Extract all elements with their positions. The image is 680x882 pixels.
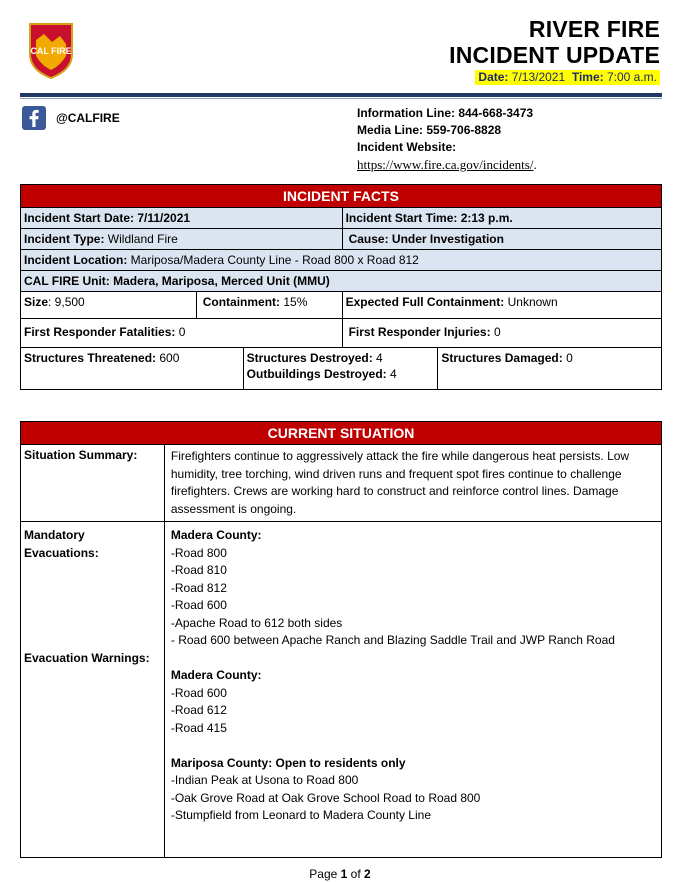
mandatory-item: -Road 800	[170, 545, 227, 560]
page-of: of	[347, 867, 365, 881]
date-label: Date:	[478, 70, 509, 84]
mandatory-item: -Road 600	[170, 598, 227, 612]
cal-fire-unit: CAL FIRE Unit: Madera, Mariposa, Merced Unit (MMU)	[21, 271, 662, 292]
structures-destroyed	[243, 348, 438, 390]
incident-location-label: Incident Location:	[24, 253, 128, 267]
situation-summary-label: Situation Summary:	[21, 445, 165, 522]
facebook-icon[interactable]	[22, 106, 46, 130]
threatened-value: 600	[156, 351, 180, 365]
structures-damaged	[438, 348, 662, 390]
incident-location	[21, 250, 662, 271]
social-handle[interactable]	[22, 106, 120, 130]
injuries-label: First Responder Injuries:	[348, 325, 491, 339]
page-total: 2	[364, 867, 371, 881]
incident-type-value: Wildland Fire	[104, 232, 178, 246]
warnings-item: -Stumpfield from Leonard to Madera County Line	[170, 808, 431, 822]
warnings-item: -Road 415	[170, 720, 227, 735]
damaged-label: Structures Damaged:	[441, 351, 563, 365]
fire-size	[21, 292, 197, 319]
warnings-item: -Indian Peak at Usona to Road 800	[170, 773, 359, 787]
warnings-item: -Road 612	[170, 703, 227, 717]
fatalities-label: First Responder Fatalities:	[24, 325, 176, 339]
mandatory-label-2: Evacuations:	[24, 545, 99, 560]
facebook-handle[interactable]: @CALFIRE	[56, 111, 120, 125]
header-divider	[20, 93, 662, 97]
fire-name-title: RIVER FIRE	[528, 16, 660, 42]
first-responder-fatalities	[21, 319, 343, 348]
page-current: 1	[340, 867, 348, 881]
expected-containment-label: Expected Full Containment:	[345, 295, 505, 309]
threatened-label: Structures Threatened:	[24, 351, 157, 365]
structures-threatened	[21, 348, 244, 390]
destroyed-label: Structures Destroyed:	[246, 351, 373, 365]
cal-fire-shield-icon	[26, 20, 76, 80]
time-value: 7:00 a.m.	[606, 70, 657, 84]
media-line: Media Line: 559-706-8828	[357, 123, 502, 137]
outbuildings-value: 4	[386, 367, 397, 381]
fatalities-value: 0	[175, 325, 186, 339]
evacuations-content	[164, 522, 661, 858]
containment	[196, 292, 342, 319]
incident-facts-heading: INCIDENT FACTS	[21, 185, 662, 208]
incident-cause: Cause: Under Investigation	[342, 229, 661, 250]
incident-start-time: Incident Start Time: 2:13 p.m.	[342, 208, 661, 229]
mandatory-item: -Apache Road to 612 both sides	[170, 615, 343, 630]
evacuations-label-cell	[21, 522, 165, 858]
incident-type-label: Incident Type:	[24, 232, 105, 246]
containment-label: Containment:	[202, 295, 281, 309]
mandatory-label-1: Mandatory	[24, 528, 85, 542]
warnings-item: -Oak Grove Road at Oak Grove School Road to Road 800	[170, 790, 481, 805]
page-prefix: Page	[309, 867, 341, 881]
website-period: .	[533, 157, 537, 172]
containment-value: 15%	[280, 295, 308, 309]
mandatory-item: -Road 812	[170, 580, 227, 595]
warnings-county-mariposa: Mariposa County: Open to residents only	[170, 755, 406, 770]
date-time-line	[475, 70, 660, 85]
mandatory-county: Madera County:	[170, 528, 262, 542]
mandatory-item: - Road 600 between Apache Ranch and Blazing Saddle Trail and JWP Ranch Road	[170, 633, 615, 647]
current-situation-table	[20, 421, 662, 858]
website-label: Incident Website:	[357, 140, 457, 154]
expected-containment-value: Unknown	[504, 295, 558, 309]
damaged-value: 0	[562, 351, 573, 365]
warnings-label: Evacuation Warnings:	[24, 651, 150, 665]
situation-summary-text: Firefighters continue to aggressively attack the fire while dangerous heat persists. Low humidity, tree torching, wind driven runs and frequent spot fires continue to challenge firefighters. Crews are working hard to construct and reinforce control lines. Damage assessment is ongoing.	[164, 445, 661, 522]
first-responder-injuries	[342, 319, 661, 348]
contact-info	[357, 105, 537, 174]
date-value: 7/13/2021	[511, 70, 566, 84]
mandatory-item: -Road 810	[170, 563, 227, 577]
incident-location-value: Mariposa/Madera County Line - Road 800 x Road 812	[127, 253, 419, 267]
title-block	[449, 16, 660, 85]
destroyed-value: 4	[372, 351, 383, 365]
fire-size-label: Size	[24, 295, 49, 309]
incident-update-title: INCIDENT UPDATE	[449, 42, 660, 68]
incident-type	[21, 229, 343, 250]
warnings-item: -Road 600	[170, 685, 227, 700]
outbuildings-label: Outbuildings Destroyed:	[246, 367, 387, 381]
header-divider-thin	[20, 98, 662, 99]
logo-text: CAL FIRE	[30, 46, 72, 56]
warnings-county-madera: Madera County:	[170, 668, 262, 682]
cal-fire-logo	[26, 20, 76, 80]
incident-website-link[interactable]: https://www.fire.ca.gov/incidents/	[357, 157, 534, 172]
current-situation-heading: CURRENT SITUATION	[21, 422, 662, 445]
expected-containment	[342, 292, 661, 319]
page-footer	[0, 867, 680, 881]
injuries-value: 0	[490, 325, 501, 339]
information-line: Information Line: 844-668-3473	[357, 106, 534, 120]
fire-size-value: : 9,500	[48, 295, 85, 309]
incident-facts-table	[20, 184, 662, 390]
incident-start-date: Incident Start Date: 7/11/2021	[21, 208, 343, 229]
time-label: Time:	[571, 70, 604, 84]
